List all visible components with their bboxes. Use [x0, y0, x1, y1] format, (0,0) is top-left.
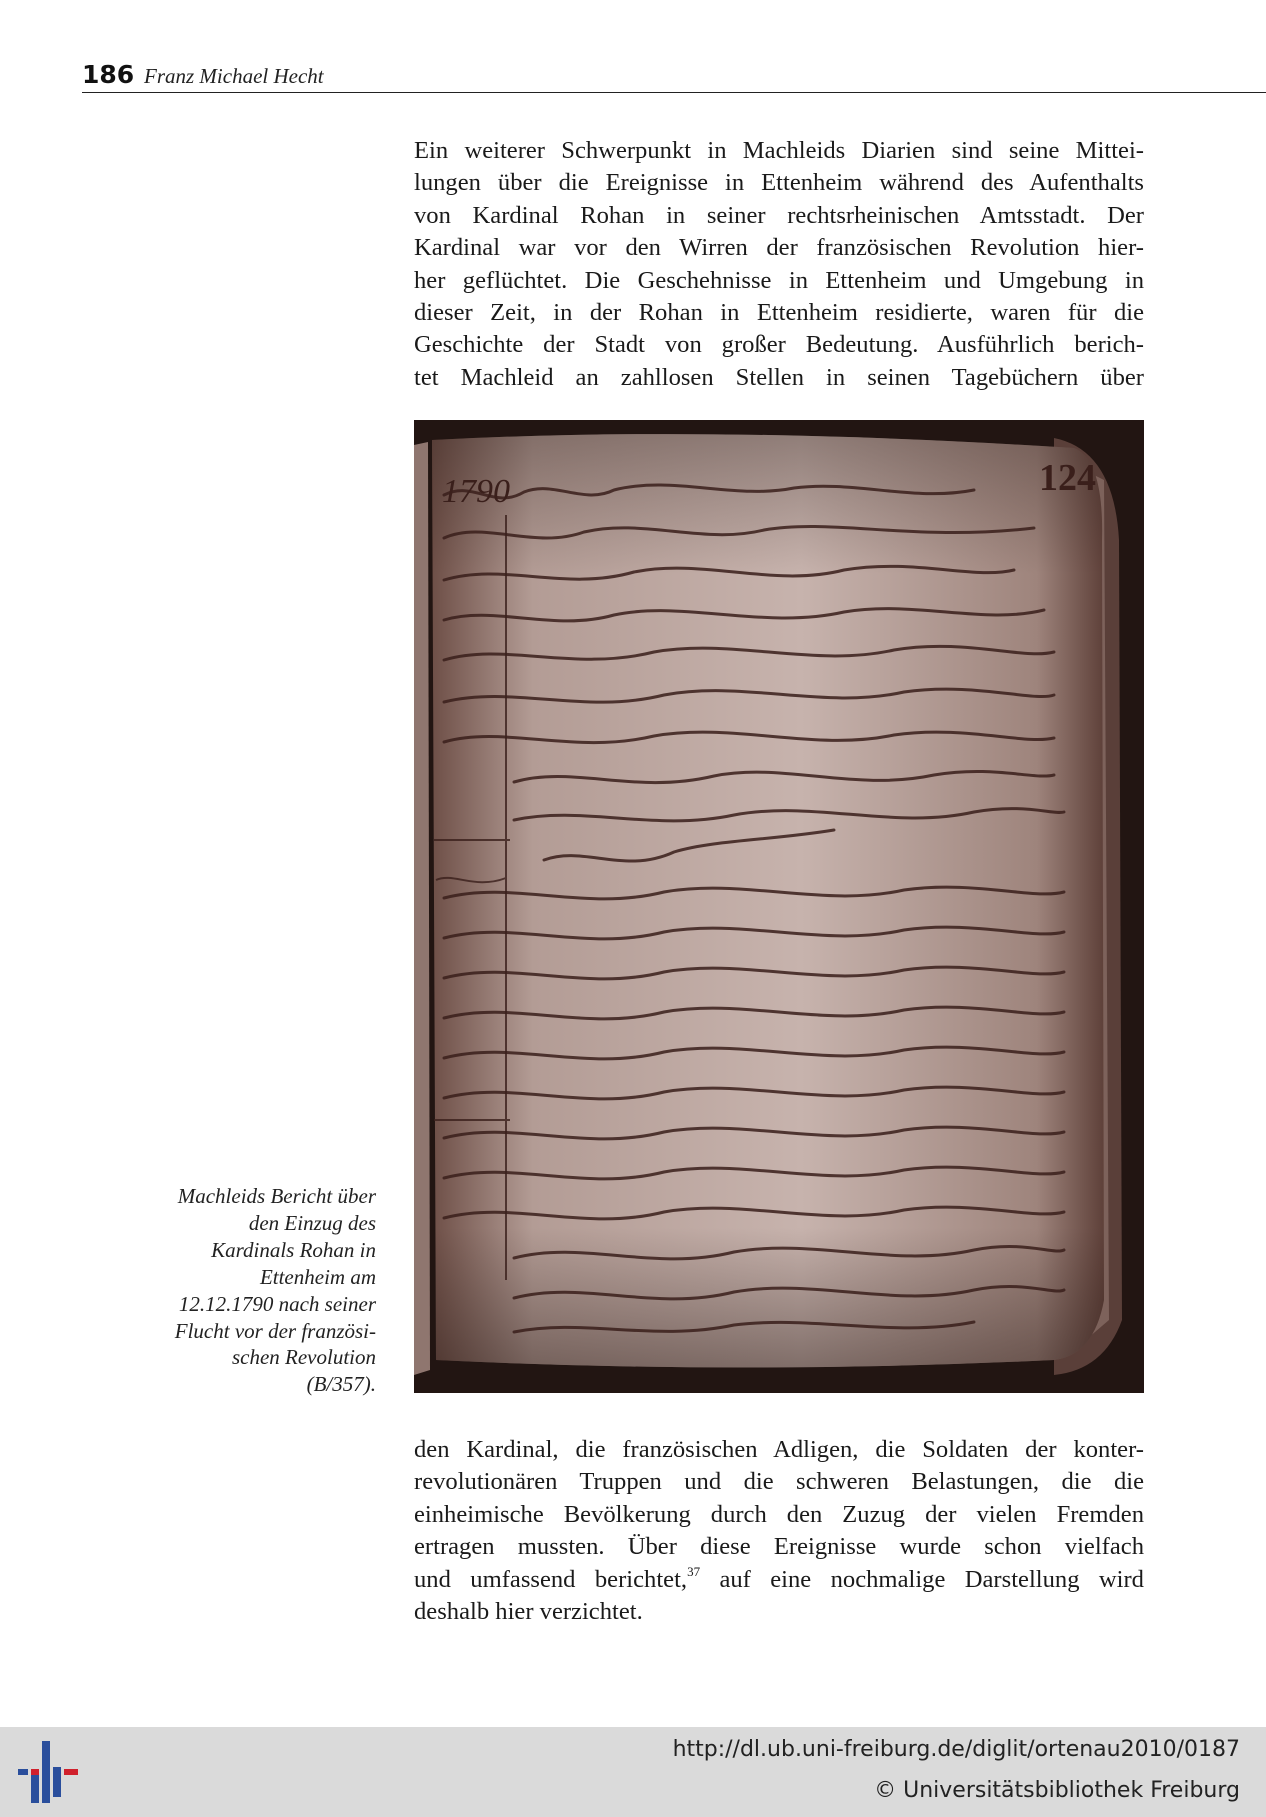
text-line: ertragen mussten. Über diese Ereignisse wurde schon vielfach	[414, 1533, 1144, 1561]
body-paragraph-top	[414, 135, 1144, 394]
caption-line: 12.12.1790 nach seiner	[178, 1291, 376, 1316]
figure-caption	[130, 1183, 376, 1398]
svg-text:1790: 1790	[442, 473, 510, 510]
svg-text:124: 124	[1039, 457, 1096, 499]
text-fragment: auf eine nochmalige Darstellung wird	[700, 1565, 1144, 1593]
caption-line: Ettenheim am	[259, 1264, 376, 1289]
manuscript-photo	[414, 420, 1144, 1393]
text-line: dieser Zeit, in der Rohan in Ettenheim residierte, waren für die	[414, 299, 1144, 327]
text-line: Kardinal war vor den Wirren der französischen Revolution hier-	[414, 234, 1144, 262]
running-head-author: Franz Michael Hecht	[144, 64, 324, 88]
caption-line: Machleids Bericht über	[177, 1184, 376, 1208]
text-line: tet Machleid an zahllosen Stellen in seinen Tagebüchern über	[414, 363, 1144, 391]
caption-line: Kardinals Rohan in	[211, 1237, 376, 1262]
text-line: Ein weiterer Schwerpunkt in Machleids Diarien sind seine Mittei-	[414, 137, 1144, 164]
caption-line: (B/357).	[306, 1372, 376, 1397]
copyright-notice: © Universitätsbibliothek Freiburg	[874, 1778, 1240, 1803]
text-line: deshalb hier verzichtet.	[414, 1598, 643, 1626]
ub-freiburg-logo-icon	[18, 1741, 80, 1803]
page-number: 186	[82, 60, 135, 89]
footnote-marker[interactable]: 37	[687, 1563, 701, 1579]
caption-line: den Einzug des	[248, 1210, 376, 1235]
text-line: Geschichte der Stadt von großer Bedeutung. Ausführlich berich-	[414, 331, 1144, 359]
text-line: den Kardinal, die französischen Adligen, die Soldaten der konter-	[414, 1436, 1144, 1463]
footer-band	[0, 1727, 1266, 1817]
source-url-link[interactable]: http://dl.ub.uni-freiburg.de/diglit/ortenau2010/0187	[672, 1737, 1240, 1762]
text-fragment: und umfassend berichtet,	[414, 1565, 688, 1593]
text-line: lungen über die Ereignisse in Ettenheim während des Aufenthalts	[414, 169, 1144, 197]
caption-line: Flucht vor der französi-	[174, 1318, 376, 1343]
text-line: von Kardinal Rohan in seiner rechtsrheinischen Amtsstadt. Der	[414, 201, 1144, 229]
text-line: her geflüchtet. Die Geschehnisse in Ettenheim und Umgebung in	[414, 266, 1144, 294]
body-paragraph-bottom	[414, 1434, 1144, 1628]
text-line: einheimische Bevölkerung durch den Zuzug der vielen Fremden	[414, 1500, 1144, 1528]
text-line-with-footnote	[414, 1564, 1144, 1596]
caption-line: schen Revolution	[231, 1345, 376, 1370]
text-line: revolutionären Truppen und die schweren Belastungen, die die	[414, 1468, 1144, 1496]
running-header	[82, 58, 1266, 93]
